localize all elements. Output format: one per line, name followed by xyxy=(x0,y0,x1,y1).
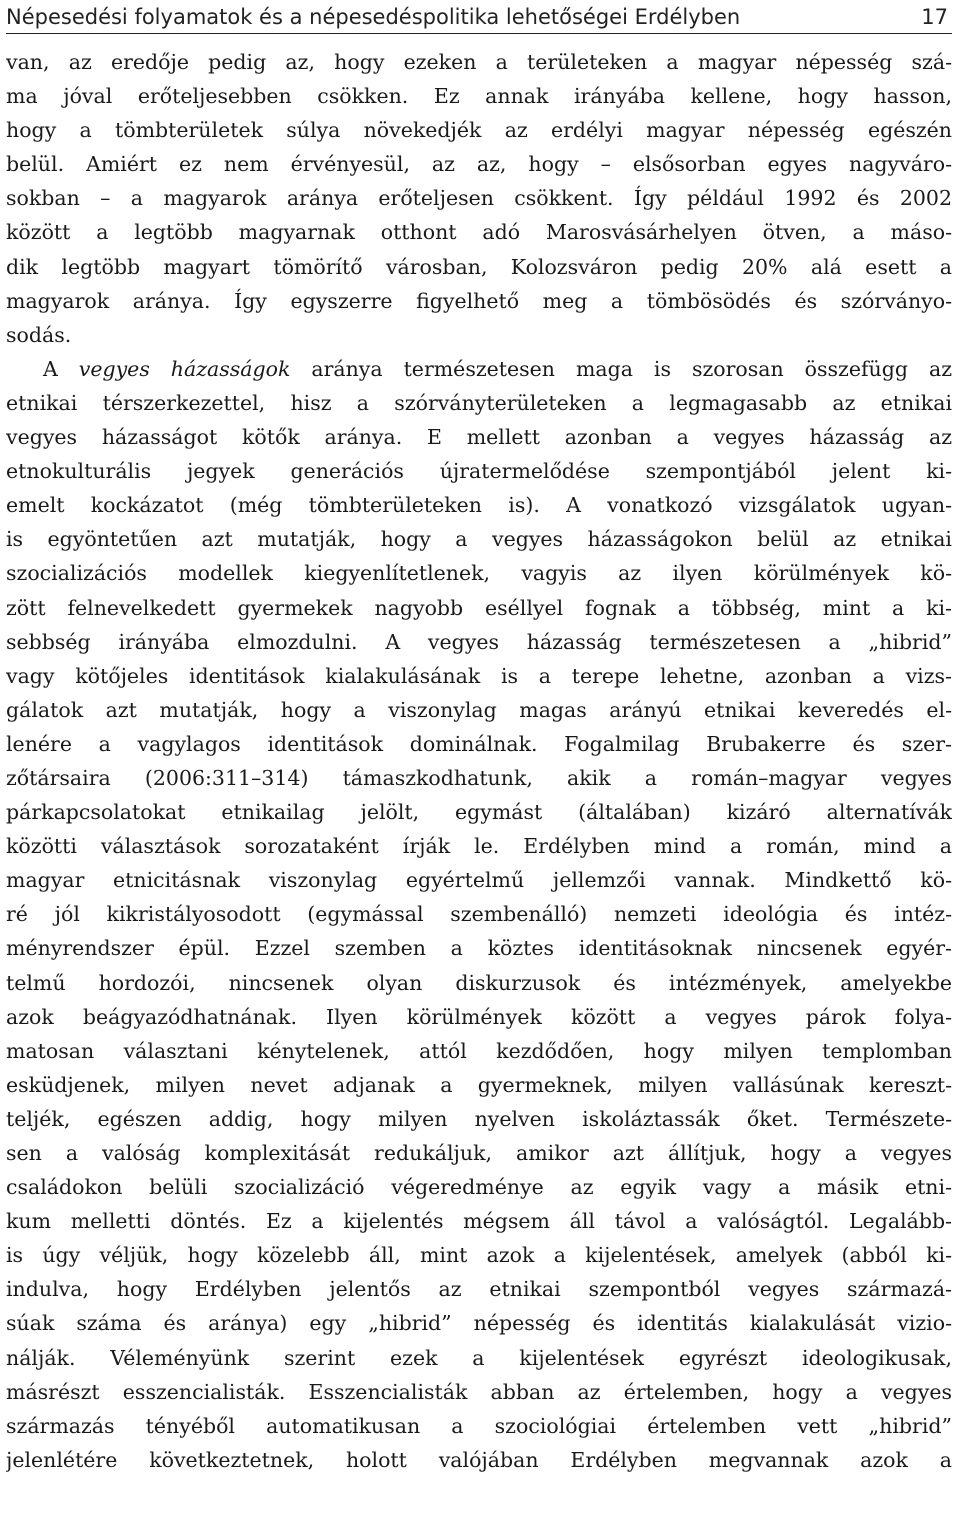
text-line: súak száma és aránya) egy „hibrid” népesség és identitás kialakulását vizio- xyxy=(6,1311,952,1336)
text-line: családokon belüli szocializáció végeredménye az egyik vagy a másik etni- xyxy=(6,1175,952,1200)
text-line: gálatok azt mutatják, hogy a viszonylag magas arányú etnikai keveredés el- xyxy=(6,697,952,722)
text-line: között a legtöbb magyarnak otthont adó Marosvásárhelyen ötven, a máso- xyxy=(6,220,952,245)
emphasized-term: vegyes házasságok xyxy=(78,356,291,381)
paragraph-1 xyxy=(6,45,952,352)
page-number: 17 xyxy=(921,4,948,29)
text-line: matosan választani kénytelenek, attól kezdődően, hogy milyen templomban xyxy=(6,1038,952,1063)
text-line: etnikai térszerkezettel, hisz a szórványterületeken a legmagasabb az etnikai xyxy=(6,390,952,415)
running-header xyxy=(6,0,952,34)
text-line: másrészt esszencialisták. Esszencialisták abban az értelemben, hogy a vegyes xyxy=(6,1379,952,1404)
text-line: hogy a tömbterületek súlya növekedjék az erdélyi magyar népesség egészén xyxy=(6,118,952,143)
text-line: szocializációs modellek kiegyenlítetlenek, vagyis az ilyen körülmények kö- xyxy=(6,561,952,586)
running-header-title: Népesedési folyamatok és a népesedéspolitika lehetőségei Erdélyben xyxy=(6,4,741,29)
text-line: ma jóval erőteljesebben csökken. Ez annak irányába kellene, hogy hasson, xyxy=(6,84,952,109)
text-line: ményrendszer épül. Ezzel szemben a köztes identitásoknak nincsenek egyér- xyxy=(6,936,952,961)
text-line: vegyes házasságot kötők aránya. E mellett azonban a vegyes házasság az xyxy=(6,425,952,450)
text-line: ré jól kikristályosodott (egymással szembenálló) nemzeti ideológia és intéz- xyxy=(6,902,952,927)
text-line: emelt kockázatot (még tömbterületeken is). A vonatkozó vizsgálatok ugyan- xyxy=(6,493,952,518)
text-line: jelenlétére következtetnek, holott valójában Erdélyben megvannak azok a xyxy=(6,1447,952,1472)
body-text xyxy=(6,45,952,1521)
text-line: indulva, hogy Erdélyben jelentős az etnikai szempontból vegyes származá- xyxy=(6,1277,952,1302)
text-line: van, az eredője pedig az, hogy ezeken a területeken a magyar népesség szá- xyxy=(6,50,952,74)
text-run: A xyxy=(43,356,79,381)
text-line: belül. Amiért ez nem érvényesül, az az, hogy – elsősorban egyes nagyváro- xyxy=(6,152,952,177)
text-line: zőtársaira (2006:311–314) támaszkodhatunk, akik a román–magyar vegyes xyxy=(6,765,952,790)
text-line: teljék, egészen addig, hogy milyen nyelven iskoláztassák őket. Természete- xyxy=(6,1106,952,1131)
text-line: kum melletti döntés. Ez a kijelentés mégsem áll távol a valóságtól. Legalább- xyxy=(6,1209,952,1234)
text-line: azok beágyazódhatnának. Ilyen körülmények között a vegyes párok folya- xyxy=(6,1004,952,1029)
text-line: esküdjenek, milyen nevet adjanak a gyermeknek, milyen vallásúnak kereszt- xyxy=(6,1072,952,1097)
text-line: sebbség irányába elmozdulni. A vegyes házasság természetesen a „hibrid” xyxy=(6,629,952,654)
text-line: telmű hordozói, nincsenek olyan diskurzusok és intézmények, amelyekbe xyxy=(6,970,952,995)
text-line: közötti választások sorozataként írják le. Erdélyben mind a román, mind a xyxy=(6,834,952,859)
text-line: sokban – a magyarok aránya erőteljesen csökkent. Így például 1992 és 2002 xyxy=(6,186,952,211)
text-line: magyar etnicitásnak viszonylag egyértelmű jellemzői vannak. Mindkettő kö- xyxy=(6,868,952,893)
text-line: zött felnevelkedett gyermekek nagyobb eséllyel fognak a többség, mint a ki- xyxy=(6,595,952,620)
text-line: származás tényéből automatikusan a szociológiai értelemben vett „hibrid” xyxy=(6,1413,952,1438)
text-line: is úgy véljük, hogy közelebb áll, mint azok a kijelentések, amelyek (abból ki- xyxy=(6,1243,952,1268)
text-line: nálják. Véleményünk szerint ezek a kijelentések egyrészt ideologikusak, xyxy=(6,1345,952,1370)
text-line: magyarok aránya. Így egyszerre figyelhető meg a tömbösödés és szórványo- xyxy=(6,288,952,313)
text-line: etnokulturális jegyek generációs újratermelődése szempontjából jelent ki- xyxy=(6,459,952,484)
paragraph-2 xyxy=(6,352,952,1477)
text-line-first xyxy=(6,352,952,386)
text-line: sen a valóság komplexitását redukáljuk, amikor azt állítjuk, hogy a vegyes xyxy=(6,1141,952,1165)
text-line: párkapcsolatokat etnikailag jelölt, egymást (általában) kizáró alternatívák xyxy=(6,800,952,825)
text-run: aránya természetesen maga is szorosan összefügg az xyxy=(290,356,952,381)
text-line: sodás. xyxy=(6,322,72,347)
text-line: dik legtöbb magyart tömörítő városban, Kolozsváron pedig 20% alá esett a xyxy=(6,254,952,279)
text-line: vagy kötőjeles identitások kialakulásának is a terepe lehetne, azonban a vizs- xyxy=(6,663,952,688)
text-line: lenére a vagylagos identitások dominálnak. Fogalmilag Brubakerre és szer- xyxy=(6,731,952,756)
text-line: is egyöntetűen azt mutatják, hogy a vegyes házasságokon belül az etnikai xyxy=(6,527,952,552)
